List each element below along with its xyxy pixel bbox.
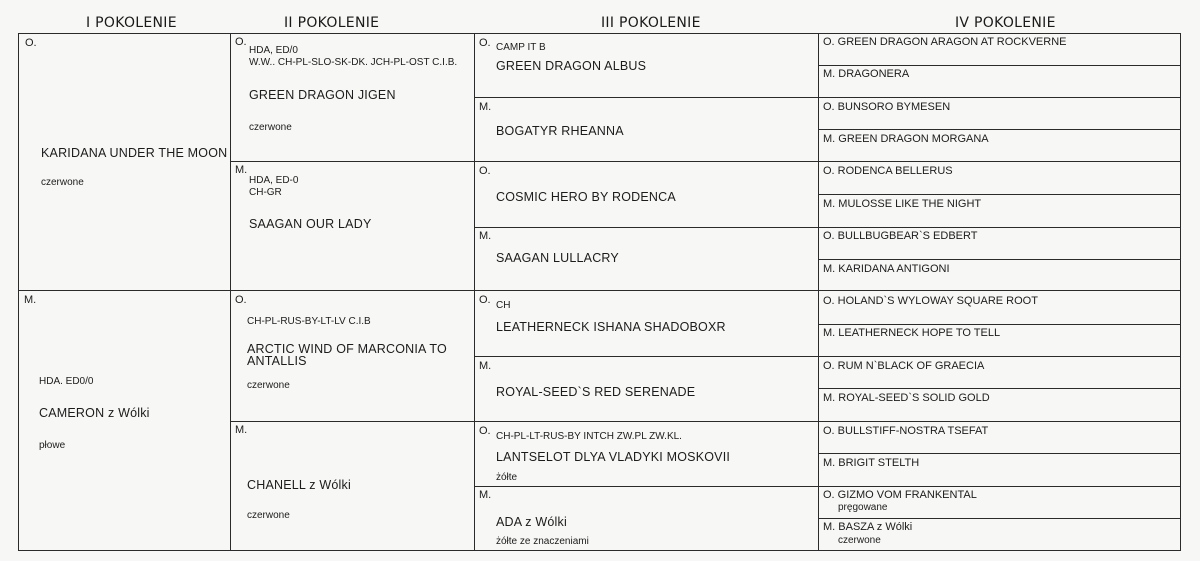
gen4-ancestor-9: O. HOLAND`S WYLOWAY SQUARE ROOT (823, 295, 1038, 307)
grid-line (818, 356, 1180, 357)
relation-label: O. (25, 37, 37, 49)
grid-line (18, 33, 1181, 34)
coat-color: czerwone (247, 380, 290, 391)
dog-name: BOGATYR RHEANNA (496, 124, 624, 138)
dog-name: ADA z Wólki (496, 515, 567, 529)
relation-label: O. (479, 294, 491, 306)
grid-line (818, 227, 1180, 228)
grid-line (474, 227, 818, 228)
dog-name: SAAGAN OUR LADY (249, 217, 372, 231)
dog-name: ROYAL-SEED`S RED SERENADE (496, 385, 696, 399)
relation-label: M. (24, 294, 37, 306)
grid-line (474, 97, 818, 98)
relation-label: O. (479, 425, 491, 437)
dog-titles: CH-PL-LT-RUS-BY INTCH ZW.PL ZW.KL. (496, 431, 682, 442)
grid-line (474, 33, 475, 551)
grid-line (18, 290, 474, 291)
relation-label: M. (479, 489, 492, 501)
gen4-ancestor-11: O. RUM N`BLACK OF GRAECIA (823, 360, 985, 372)
coat-color: płowe (39, 440, 66, 451)
gen4-ancestor-6: M. MULOSSE LIKE THE NIGHT (823, 198, 982, 210)
grid-line (230, 421, 474, 422)
grid-line (818, 97, 1180, 98)
dog-name: LANTSELOT DLYA VLADYKI MOSKOVII (496, 450, 731, 464)
relation-label: M. (479, 101, 492, 113)
grid-line (818, 486, 1180, 487)
dog-name: CAMERON z Wólki (39, 406, 150, 420)
relation-label: M. (235, 164, 248, 176)
gen4-ancestor-16: M. BASZA z Wólki (823, 521, 913, 533)
gen4-ancestor-7: O. BULLBUGBEAR`S EDBERT (823, 230, 978, 242)
header-generation-3: III POKOLENIE (601, 15, 701, 31)
gen4-ancestor-12: M. ROYAL-SEED`S SOLID GOLD (823, 392, 990, 404)
gen4-coat-color: pręgowane (838, 502, 888, 513)
grid-line (818, 518, 1180, 519)
relation-label: O. (479, 165, 491, 177)
coat-color: żółte ze znaczeniami (496, 536, 589, 547)
gen4-ancestor-4: M. GREEN DRAGON MORGANA (823, 133, 989, 145)
grid-line (818, 388, 1180, 389)
dog-titles: HDA. ED0/0 (39, 376, 94, 387)
relation-label: M. (479, 230, 492, 242)
dog-titles: HDA, ED/0 (249, 45, 298, 56)
grid-line (474, 290, 1180, 291)
dog-name: ARCTIC WIND OF MARCONIA TO (247, 342, 447, 356)
dog-name: GREEN DRAGON ALBUS (496, 59, 647, 73)
gen4-ancestor-10: M. LEATHERNECK HOPE TO TELL (823, 327, 1001, 339)
dog-titles: CH-PL-RUS-BY-LT-LV C.I.B (247, 316, 371, 327)
dog-name-continued: ANTALLIS (247, 354, 307, 368)
grid-line (818, 65, 1180, 66)
relation-label: O. (479, 37, 491, 49)
header-generation-1: I POKOLENIE (86, 15, 177, 31)
grid-line (474, 161, 1180, 162)
dog-titles: CAMP IT B (496, 42, 546, 53)
gen4-coat-color: czerwone (838, 535, 881, 546)
gen4-ancestor-14: M. BRIGIT STELTH (823, 457, 920, 469)
dog-name: GREEN DRAGON JIGEN (249, 88, 396, 102)
relation-label: O. (235, 294, 247, 306)
dog-name: LEATHERNECK ISHANA SHADOBOXR (496, 320, 726, 334)
grid-line (474, 421, 1180, 422)
gen4-ancestor-15: O. GIZMO VOM FRANKENTAL (823, 489, 977, 501)
grid-line (818, 194, 1180, 195)
dog-name: SAAGAN LULLACRY (496, 251, 619, 265)
grid-line (818, 33, 819, 551)
gen4-ancestor-5: O. RODENCA BELLERUS (823, 165, 953, 177)
header-generation-4: IV POKOLENIE (955, 15, 1056, 31)
grid-line (230, 33, 231, 551)
gen4-ancestor-8: M. KARIDANA ANTIGONI (823, 263, 950, 275)
dog-name: KARIDANA UNDER THE MOON (41, 146, 228, 160)
dog-titles: CH-GR (249, 187, 282, 198)
grid-line (18, 33, 19, 551)
grid-line (818, 129, 1180, 130)
dog-name: COSMIC HERO BY RODENCA (496, 190, 676, 204)
dog-titles: CH (496, 300, 511, 311)
coat-color: żółte (496, 472, 518, 483)
grid-line (818, 259, 1180, 260)
relation-label: M. (479, 360, 492, 372)
dog-titles: W.W.. CH-PL-SLO-SK-DK. JCH-PL-OST C.I.B. (249, 57, 458, 68)
gen4-ancestor-13: O. BULLSTIFF-NOSTRA TSEFAT (823, 425, 989, 437)
grid-line (230, 161, 474, 162)
dog-titles: HDA, ED-0 (249, 175, 299, 186)
grid-line (818, 324, 1180, 325)
grid-line (1180, 33, 1181, 551)
coat-color: czerwone (249, 122, 292, 133)
gen4-ancestor-2: M. DRAGONERA (823, 68, 910, 80)
grid-line (818, 453, 1180, 454)
gen4-ancestor-3: O. BUNSORO BYMESEN (823, 101, 951, 113)
relation-label: O. (235, 36, 247, 48)
header-generation-2: II POKOLENIE (284, 15, 380, 31)
grid-line (18, 550, 1181, 551)
grid-line (474, 356, 818, 357)
coat-color: czerwone (247, 510, 290, 521)
coat-color: czerwone (41, 177, 84, 188)
dog-name: CHANELL z Wólki (247, 478, 351, 492)
gen4-ancestor-1: O. GREEN DRAGON ARAGON AT ROCKVERNE (823, 36, 1067, 48)
grid-line (474, 486, 818, 487)
relation-label: M. (235, 424, 248, 436)
